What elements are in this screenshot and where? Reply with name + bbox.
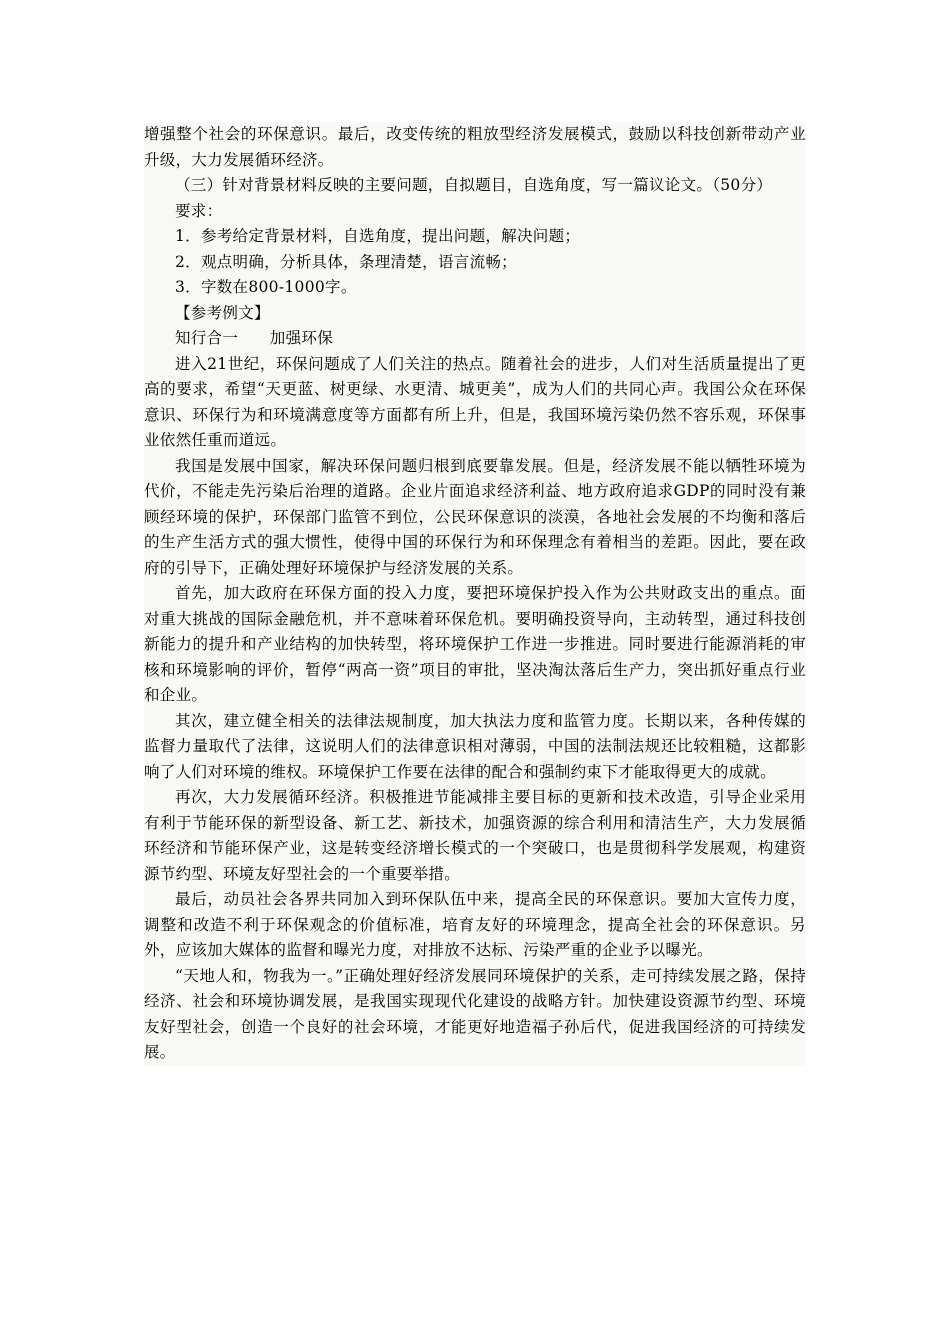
essay-paragraph-4: 其次，建立健全相关的法律法规制度，加大执法力度和监管力度。长期以来，各种传媒的监督力量取代了法律，这说明人们的法律意识相对薄弱，中国的法制法规还比较粗糙，这都影响了人们对环境的维权。环境保护工作要在法律的配合和强制约束下才能取得更大的成就。 xyxy=(144,711,806,781)
essay-paragraph-5: 再次，大力发展循环经济。积极推进节能减排主要目标的更新和技术改造，引导企业采用有利于节能环保的新型设备、新工艺、新技术，加强资源的综合利用和清洁生产，大力发展循环经济和节能环保产业，这是转变经济增长模式的一个突破口，也是贯彻科学发展观，构建资源节约型、环境友好型社会的一个重要举措。 xyxy=(144,788,806,883)
essay-paragraph-3: 首先，加大政府在环保方面的投入力度，要把环境保护投入作为公共财政支出的重点。面对重大挑战的国际金融危机，并不意味着环保危机。要明确投资导向，主动转型，通过科技创新能力的提升和产业结构的加快转型，将环境保护工作进一步推进。同时要进行能源消耗的审核和环境影响的评价，暂停“两高一资”项目的审批，坚决淘汰落后生产力，突出抓好重点行业和企业。 xyxy=(144,584,806,704)
question-three-paragraph: （三）针对背景材料反映的主要问题，自拟题目，自选角度，写一篇议论文。（50分） xyxy=(175,176,773,194)
essay-title: 知行合一 加强环保 xyxy=(175,329,334,347)
essay-paragraph-7: “天地人和，物我为一。”正确处理好经济发展同环境保护的关系，走可持续发展之路，保持经济、社会和环境协调发展，是我国实现现代化建设的战略方针。加快建设资源节约型、环境友好型社会，创造一个良好的社会环境，才能更好地造福子孙后代，促进我国经济的可持续发展。 xyxy=(144,966,806,1061)
intro-continuation-paragraph: 增强整个社会的环保意识。最后，改变传统的粗放型经济发展模式，鼓励以科技创新带动产业升级，大力发展循环经济。 xyxy=(144,125,806,169)
requirement-item-3: 3．字数在800-1000字。 xyxy=(175,278,357,296)
essay-paragraph-6: 最后，动员社会各界共同加入到环保队伍中来，提高全民的环保意识。要加大宣传力度，调整和改造不利于环保观念的价值标准，培育友好的环境理念，提高全社会的环保意识。另外，应该加大媒体的监督和曝光力度，对排放不达标、污染严重的企业予以曝光。 xyxy=(144,890,806,959)
sample-essay-label: 【参考例文】 xyxy=(175,303,270,322)
requirement-item-2: 2．观点明确，分析具体，条理清楚，语言流畅； xyxy=(175,252,517,271)
requirement-item-1: 1．参考给定背景材料，自选角度，提出问题，解决问题； xyxy=(175,227,581,245)
requirements-label: 要求： xyxy=(175,201,223,220)
essay-paragraph-2: 我国是发展中国家，解决环保问题归根到底要靠发展。但是，经济发展不能以牺牲环境为代价，不能走先污染后治理的道路。企业片面追求经济利益、地方政府追求GDP的同时没有兼顾经环境的保护，环保部门监管不到位，公民环保意识的淡漠，各地社会发展的不均衡和落后的生产生活方式的强大惯性，使得中国的环保行为和环保理念有着相当的差距。因此，要在政府的引导下，正确处理好环境保护与经济发展的关系。 xyxy=(144,456,806,577)
document-text-block xyxy=(144,122,806,1066)
essay-paragraph-1: 进入21世纪，环保问题成了人们关注的热点。随着社会的进步，人们对生活质量提出了更高的要求，希望“天更蓝、树更绿、水更清、城更美”，成为人们的共同心声。我国公众在环保意识、环保行为和环境满意度等方面都有所上升，但是，我国环境污染仍然不容乐观，环保事业依然任重而道远。 xyxy=(144,354,806,449)
